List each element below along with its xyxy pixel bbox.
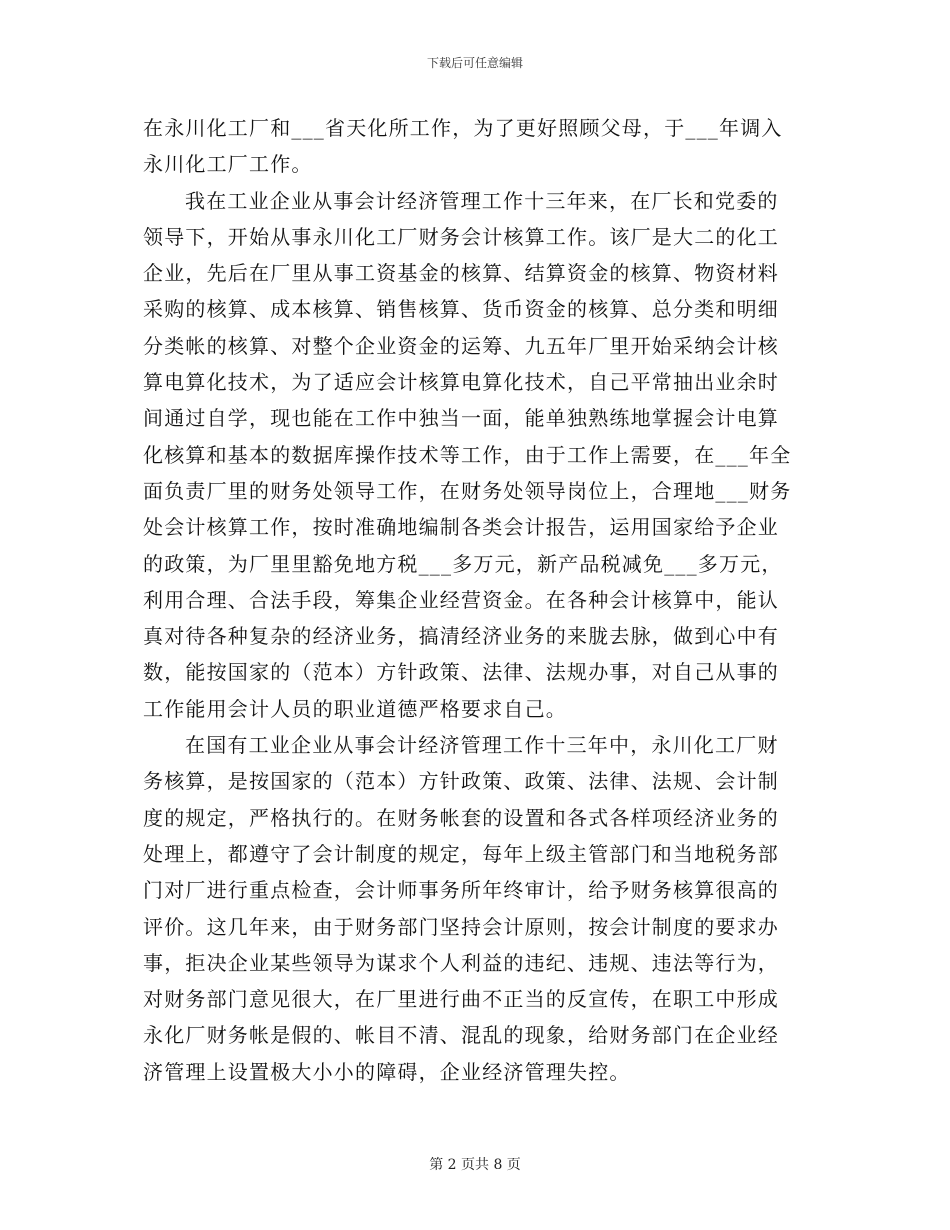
document-body: [143, 110, 811, 1090]
text-line: 采购的核算、成本核算、销售核算、货币资金的核算、总分类和明细: [143, 297, 779, 322]
text-line: 务核算，是按国家的（范本）方针政策、政策、法律、法规、会计制: [143, 769, 779, 794]
text-line: 永川化工厂工作。: [143, 152, 313, 177]
text-line: 度的规定，严格执行的。在财务帐套的设置和各式各样项经济业务的: [143, 805, 779, 830]
page-header: 下载后可任意编辑: [426, 56, 523, 70]
text-line: 化核算和基本的数据库操作技术等工作，由于工作上需要，在___年全: [143, 442, 792, 467]
text-line: 门对厂进行重点检查，会计师事务所年终审计，给予财务核算很高的: [143, 878, 779, 903]
text-line: 工作能用会计人员的职业道德严格要求自己。: [143, 696, 567, 721]
text-line: 在永川化工厂和___省天化所工作，为了更好照顾父母，于___年调入: [143, 116, 783, 140]
text-line: 永化厂财务帐是假的、帐目不清、混乱的现象，给财务部门在企业经: [143, 1023, 779, 1048]
text-line: 算电算化技术，为了适应会计核算电算化技术，自己平常抽出业余时: [143, 370, 779, 395]
text-line: 领导下，开始从事永川化工厂财务会计核算工作。该厂是大二的化工: [143, 224, 779, 249]
text-line: 真对待各种复杂的经济业务，搞清经济业务的来胧去脉，做到心中有: [143, 624, 779, 649]
text-line: 对财务部门意见很大，在厂里进行曲不正当的反宣传，在职工中形成: [143, 987, 779, 1012]
paragraph-start-line: 我在工业企业从事会计经济管理工作十三年来，在厂长和党委的: [185, 188, 779, 213]
text-line: 企业，先后在厂里从事工资基金的核算、结算资金的核算、物资材料: [143, 261, 779, 286]
text-line: 事，拒决企业某些领导为谋求个人利益的违纪、违规、违法等行为，: [143, 950, 779, 975]
text-line: 利用合理、合法手段，筹集企业经营资金。在各种会计核算中，能认: [143, 587, 779, 612]
page-number-footer: 第 2 页共 8 页: [429, 1157, 521, 1173]
text-line: 的政策，为厂里里豁免地方税___多万元，新产品税减免___多万元，: [143, 551, 783, 576]
text-line: 面负责厂里的财务处领导工作，在财务处领导岗位上，合理地___财务: [143, 478, 792, 503]
text-line: 处理上，都遵守了会计制度的规定，每年上级主管部门和当地税务部: [143, 841, 779, 866]
text-line: 分类帐的核算、对整个企业资金的运筹、九五年厂里开始采纳会计核: [143, 333, 779, 358]
text-line: 济管理上设置极大小小的障碍，企业经济管理失控。: [143, 1059, 631, 1084]
text-line: 数，能按国家的（范本）方针政策、法律、法规办事，对自己从事的: [143, 660, 779, 685]
text-line: 评价。这几年来，由于财务部门坚持会计原则，按会计制度的要求办: [143, 914, 779, 939]
text-line: 处会计核算工作，按时准确地编制各类会计报告，运用国家给予企业: [143, 515, 779, 540]
paragraph-start-line: 在国有工业企业从事会计经济管理工作十三年中，永川化工厂财: [185, 733, 779, 758]
text-line: 间通过自学，现也能在工作中独当一面，能单独熟练地掌握会计电算: [143, 406, 779, 431]
